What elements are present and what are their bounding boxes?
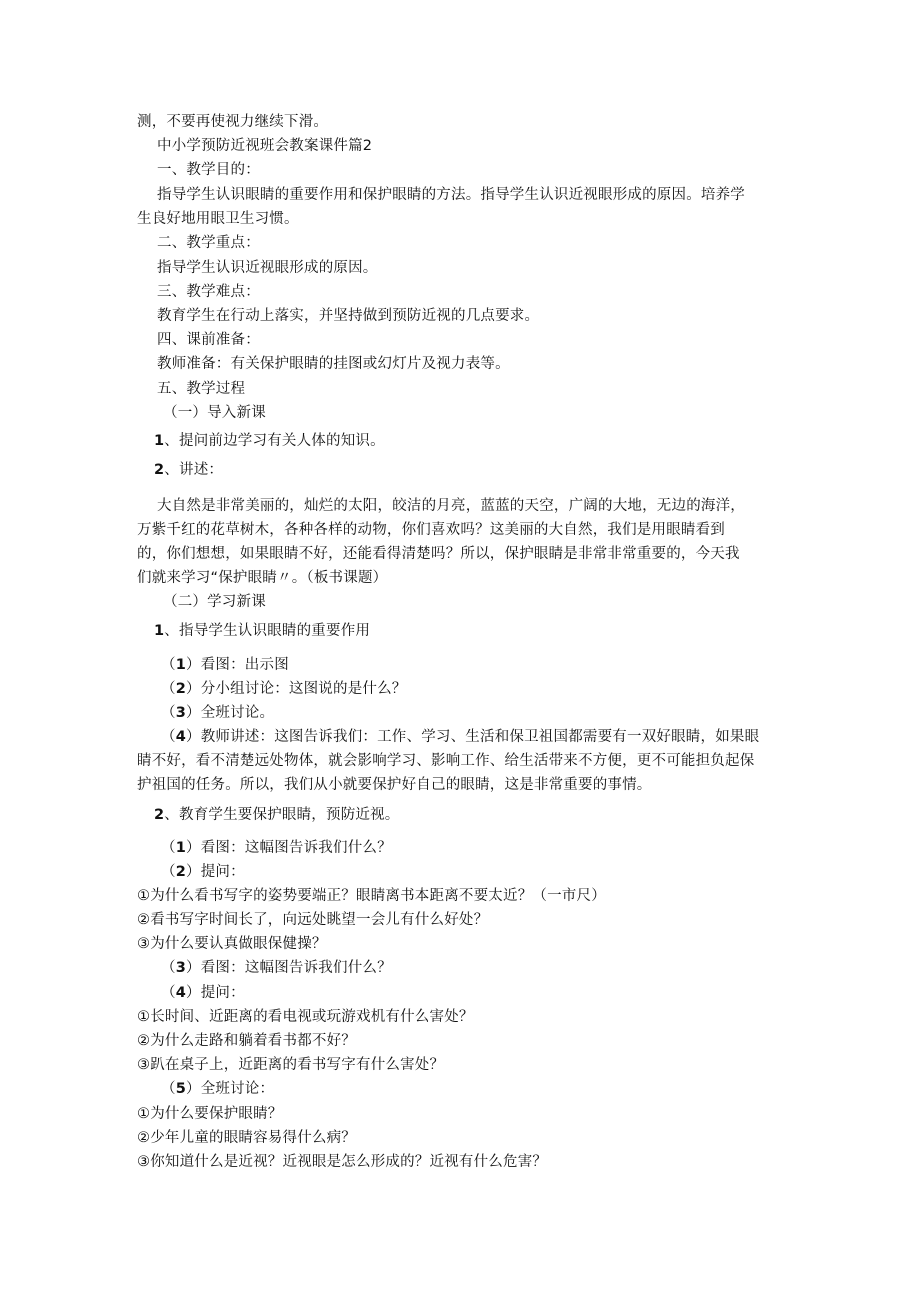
text-line: 护祖国的任务。所以，我们从小就要保护好自己的眼睛，这是非常重要的事情。 [137, 777, 652, 793]
heading: 一、教学目的： [157, 162, 260, 178]
heading: 五、教学过程 [157, 381, 246, 397]
list-item [154, 805, 400, 825]
text-line: ③为什么要认真做眼保健操？ [137, 936, 327, 952]
paren-open: （ [161, 705, 176, 721]
item-text: ）提问： [186, 864, 245, 880]
item-text: ）分小组讨论：这图说的是什么？ [186, 681, 407, 697]
list-item [161, 703, 274, 723]
paren-open: （ [161, 681, 176, 697]
item-text: 、指导学生认识眼睛的重要作用 [164, 623, 371, 639]
section-title: 中小学预防近视班会教案课件篇2 [157, 138, 373, 154]
item-text: 、教育学生要保护眼睛，预防近视。 [164, 807, 400, 823]
text-line: 教师准备：有关保护眼睛的挂图或幻灯片及视力表等。 [157, 356, 510, 372]
subheading: （一）导入新课 [163, 405, 266, 421]
text-line: 万紫千红的花草树木，各种各样的动物，你们喜欢吗？这美丽的大自然，我们是用眼睛看到 [137, 522, 725, 538]
paren-open: （ [161, 960, 176, 976]
item-number: 4 [175, 985, 186, 1001]
list-item [161, 983, 245, 1003]
list-item [154, 621, 370, 641]
text-line: ①长时间、近距离的看电视或玩游戏机有什么害处？ [137, 1009, 474, 1025]
item-number: 1 [175, 840, 186, 856]
paren-open: （ [161, 729, 176, 745]
item-number: 5 [175, 1081, 186, 1097]
item-text: ）看图：这幅图告诉我们什么？ [186, 840, 392, 856]
text-line: ①为什么要保护眼睛？ [137, 1106, 283, 1122]
list-item [154, 431, 385, 451]
item-text: 、讲述： [164, 462, 224, 478]
list-item [161, 727, 759, 747]
item-number: 2 [154, 462, 165, 478]
item-number: 4 [175, 729, 186, 745]
list-item [154, 460, 223, 480]
list-item [161, 958, 392, 978]
text-line: ③你知道什么是近视？近视眼是怎么形成的？近视有什么危害？ [137, 1154, 548, 1170]
heading: 三、教学难点： [157, 284, 260, 300]
text-line: ②看书写字时间长了，向远处眺望一会儿有什么好处？ [137, 912, 489, 928]
item-number: 3 [175, 705, 186, 721]
text-line: 指导学生认识近视眼形成的原因。 [157, 260, 378, 276]
paren-open: （ [161, 985, 176, 1001]
subheading: （二）学习新课 [163, 594, 266, 610]
text-line: ①为什么看书写字的姿势要端正？眼睛离书本距离不要太近？（一市尺） [137, 888, 606, 904]
text-line: 睛不好，看不清楚远处物体，就会影响学习、影响工作、给生活带来不方便，更不可能担负起保 [137, 753, 755, 769]
list-item [161, 679, 407, 699]
paren-open: （ [161, 840, 176, 856]
item-number: 3 [175, 960, 186, 976]
item-number: 2 [175, 864, 186, 880]
item-text: ）提问： [186, 985, 245, 1001]
paren-open: （ [161, 657, 176, 673]
item-text: ）全班讨论： [186, 1081, 275, 1097]
item-number: 1 [154, 433, 165, 449]
item-text: 、提问前边学习有关人体的知识。 [164, 433, 385, 449]
item-text: ）全班讨论。 [186, 705, 275, 721]
heading: 二、教学重点： [157, 235, 260, 251]
text-line: 大自然是非常美丽的，灿烂的太阳，皎洁的月亮，蓝蓝的天空，广阔的大地，无边的海洋， [157, 498, 745, 514]
item-text: ）看图：这幅图告诉我们什么？ [186, 960, 392, 976]
paren-open: （ [161, 864, 176, 880]
text-line: 的，你们想想，如果眼睛不好，还能看得清楚吗？所以，保护眼睛是非常非常重要的，今天我 [137, 546, 740, 562]
list-item [161, 655, 289, 675]
item-text: ）看图：出示图 [186, 657, 289, 673]
text-line: 们就来学习“保护眼睛〃。（板书课题） [137, 570, 388, 586]
item-number: 1 [175, 657, 186, 673]
item-text: ）教师讲述：这图告诉我们：工作、学习、生活和保卫祖国都需要有一双好眼睛，如果眼 [186, 729, 760, 745]
text-line: 测，不要再使视力继续下滑。 [137, 114, 329, 130]
text-line: ②为什么走路和躺着看书都不好？ [137, 1033, 356, 1049]
text-line: 指导学生认识眼睛的重要作用和保护眼睛的方法。指导学生认识近视眼形成的原因。培养学 [157, 187, 745, 203]
heading: 四、课前准备： [157, 332, 260, 348]
text-line: 教育学生在行动上落实，并坚持做到预防近视的几点要求。 [157, 308, 540, 324]
text-line: 生良好地用眼卫生习惯。 [137, 211, 299, 227]
list-item [161, 838, 392, 858]
item-number: 2 [154, 807, 165, 823]
list-item [161, 862, 245, 882]
item-number: 2 [175, 681, 186, 697]
item-number: 1 [154, 623, 165, 639]
text-line: ②少年儿童的眼睛容易得什么病？ [137, 1130, 356, 1146]
list-item [161, 1079, 274, 1099]
paren-open: （ [161, 1081, 176, 1097]
text-line: ③趴在桌子上，近距离的看书写字有什么害处？ [137, 1057, 445, 1073]
